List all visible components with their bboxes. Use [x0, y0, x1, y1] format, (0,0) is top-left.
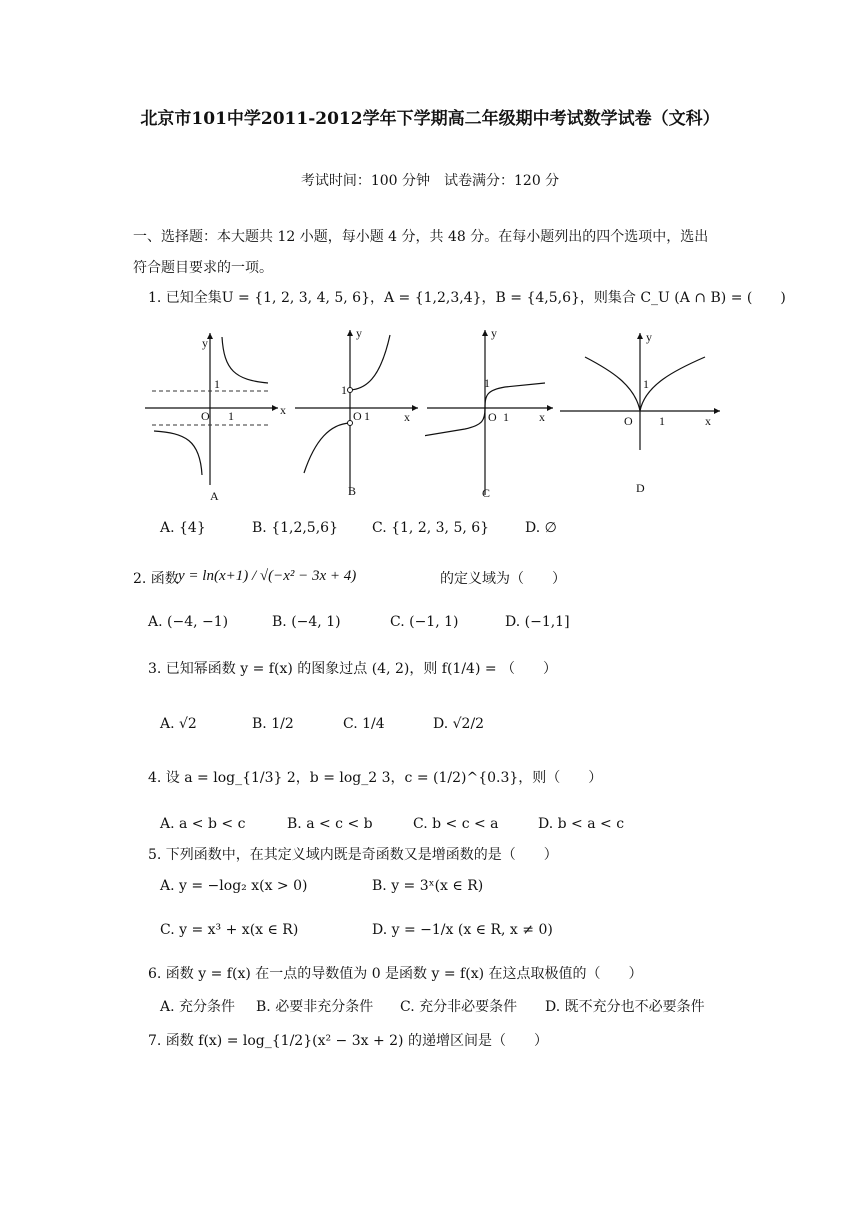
- q4-option-b: B. a < c < b: [287, 816, 373, 832]
- q2-option-b: B. (−4, 1): [272, 614, 341, 630]
- q2-option-a: A. (−4, −1): [148, 614, 229, 630]
- graph-a-x-label: x: [280, 403, 286, 417]
- graph-b-origin: O: [353, 409, 362, 423]
- graph-a-origin: O: [201, 409, 210, 423]
- graph-c-tick-x: 1: [503, 410, 509, 424]
- graph-b-tick-x: 1: [364, 409, 370, 423]
- graph-d-tick-y: 1: [643, 377, 649, 391]
- question-2-suffix: 的定义域为（ ）: [440, 571, 566, 587]
- graph-d-x-label: x: [705, 414, 711, 428]
- q3-option-d: D. √2/2: [433, 716, 485, 732]
- graph-a-label: A: [210, 489, 219, 503]
- graph-b-label: B: [348, 484, 357, 498]
- graph-c-tick-y: 1: [484, 376, 490, 390]
- graph-b-x-label: x: [404, 410, 410, 424]
- q5-option-d: D. y = −1/x (x ∈ R, x ≠ 0): [372, 922, 553, 938]
- q5-option-b: B. y = 3ˣ(x ∈ R): [372, 878, 484, 894]
- q5-option-c: C. y = x³ + x(x ∈ R): [160, 922, 299, 938]
- graph-b-y-label: y: [356, 326, 362, 340]
- question-2-formula: y = ln(x+1) / √(−x² − 3x + 4): [178, 568, 357, 584]
- graph-d-tick-x: 1: [659, 414, 665, 428]
- graph-a-y-label: y: [202, 336, 208, 350]
- question-4-stem: 4. 设 a = log_{1/3} 2，b = log_2 3，c = (1/2)^{0.3}，则（ ）: [148, 770, 603, 786]
- q2-option-d: D. (−1,1]: [505, 614, 570, 630]
- q6-option-d: D. 既不充分也不必要条件: [545, 999, 705, 1015]
- q4-option-d: D. b < a < c: [538, 816, 625, 832]
- graph-d-origin: O: [624, 414, 633, 428]
- graph-a-tick-y: 1: [214, 377, 220, 391]
- graph-d-label: D: [636, 481, 645, 495]
- graph-d-y-label: y: [646, 330, 652, 344]
- q1-option-d: D. ∅: [525, 520, 557, 536]
- page-title: 北京市101中学2011-2012学年下学期高二年级期中考试数学试卷（文科）: [140, 109, 720, 129]
- q6-option-a: A. 充分条件: [160, 999, 236, 1015]
- graph-c-x-label: x: [539, 410, 545, 424]
- graph-b: [290, 325, 425, 510]
- q3-option-b: B. 1/2: [252, 716, 294, 732]
- q3-option-a: A. √2: [160, 716, 197, 732]
- question-6-stem: 6. 函数 y = f(x) 在一点的导数值为 0 是函数 y = f(x) 在这点取极值的（ ）: [148, 966, 643, 982]
- graph-a: [140, 325, 290, 510]
- question-1-stem: 1. 已知全集U = {1, 2, 3, 4, 5, 6}，A = {1,2,3,4}，B = {4,5,6}，则集合 C_U (A ∩ B) = ( ): [148, 290, 786, 306]
- question-7-stem: 7. 函数 f(x) = log_{1/2}(x² − 3x + 2) 的递增区间是（ ）: [148, 1033, 548, 1049]
- q1-option-c: C. {1, 2, 3, 5, 6}: [372, 520, 490, 536]
- q5-option-a: A. y = −log₂ x(x > 0): [160, 878, 308, 894]
- question-3-stem: 3. 已知幂函数 y = f(x) 的图象过点 (4, 2)，则 f(1/4) = （ ）: [148, 661, 558, 677]
- q4-option-c: C. b < c < a: [413, 816, 499, 832]
- exam-info: 考试时间：100 分钟 试卷满分：120 分: [300, 173, 560, 189]
- graph-b-tick-y: 1: [341, 383, 347, 397]
- graph-c-origin: O: [488, 410, 497, 424]
- question-5-stem: 5. 下列函数中，在其定义域内既是奇函数又是增函数的是（ ）: [148, 847, 558, 863]
- graph-c-label: C: [482, 486, 491, 500]
- q4-option-a: A. a < b < c: [160, 816, 246, 832]
- q2-option-c: C. (−1, 1): [390, 614, 459, 630]
- q1-option-b: B. {1,2,5,6}: [252, 520, 338, 536]
- q6-option-b: B. 必要非充分条件: [256, 999, 374, 1015]
- q3-option-c: C. 1/4: [343, 716, 385, 732]
- graph-a-tick-x: 1: [228, 409, 234, 423]
- section-heading-line1: 一、选择题：本大题共 12 小题，每小题 4 分，共 48 分。在每小题列出的四个选项中，选出: [133, 229, 709, 245]
- question-2-prefix: 2. 函数: [133, 571, 179, 587]
- graph-c-y-label: y: [491, 326, 497, 340]
- graph-c: [425, 325, 560, 510]
- section-heading-line2: 符合题目要求的一项。: [133, 260, 273, 276]
- q6-option-c: C. 充分非必要条件: [400, 999, 518, 1015]
- graph-d: [555, 325, 725, 510]
- q1-option-a: A. {4}: [160, 520, 206, 536]
